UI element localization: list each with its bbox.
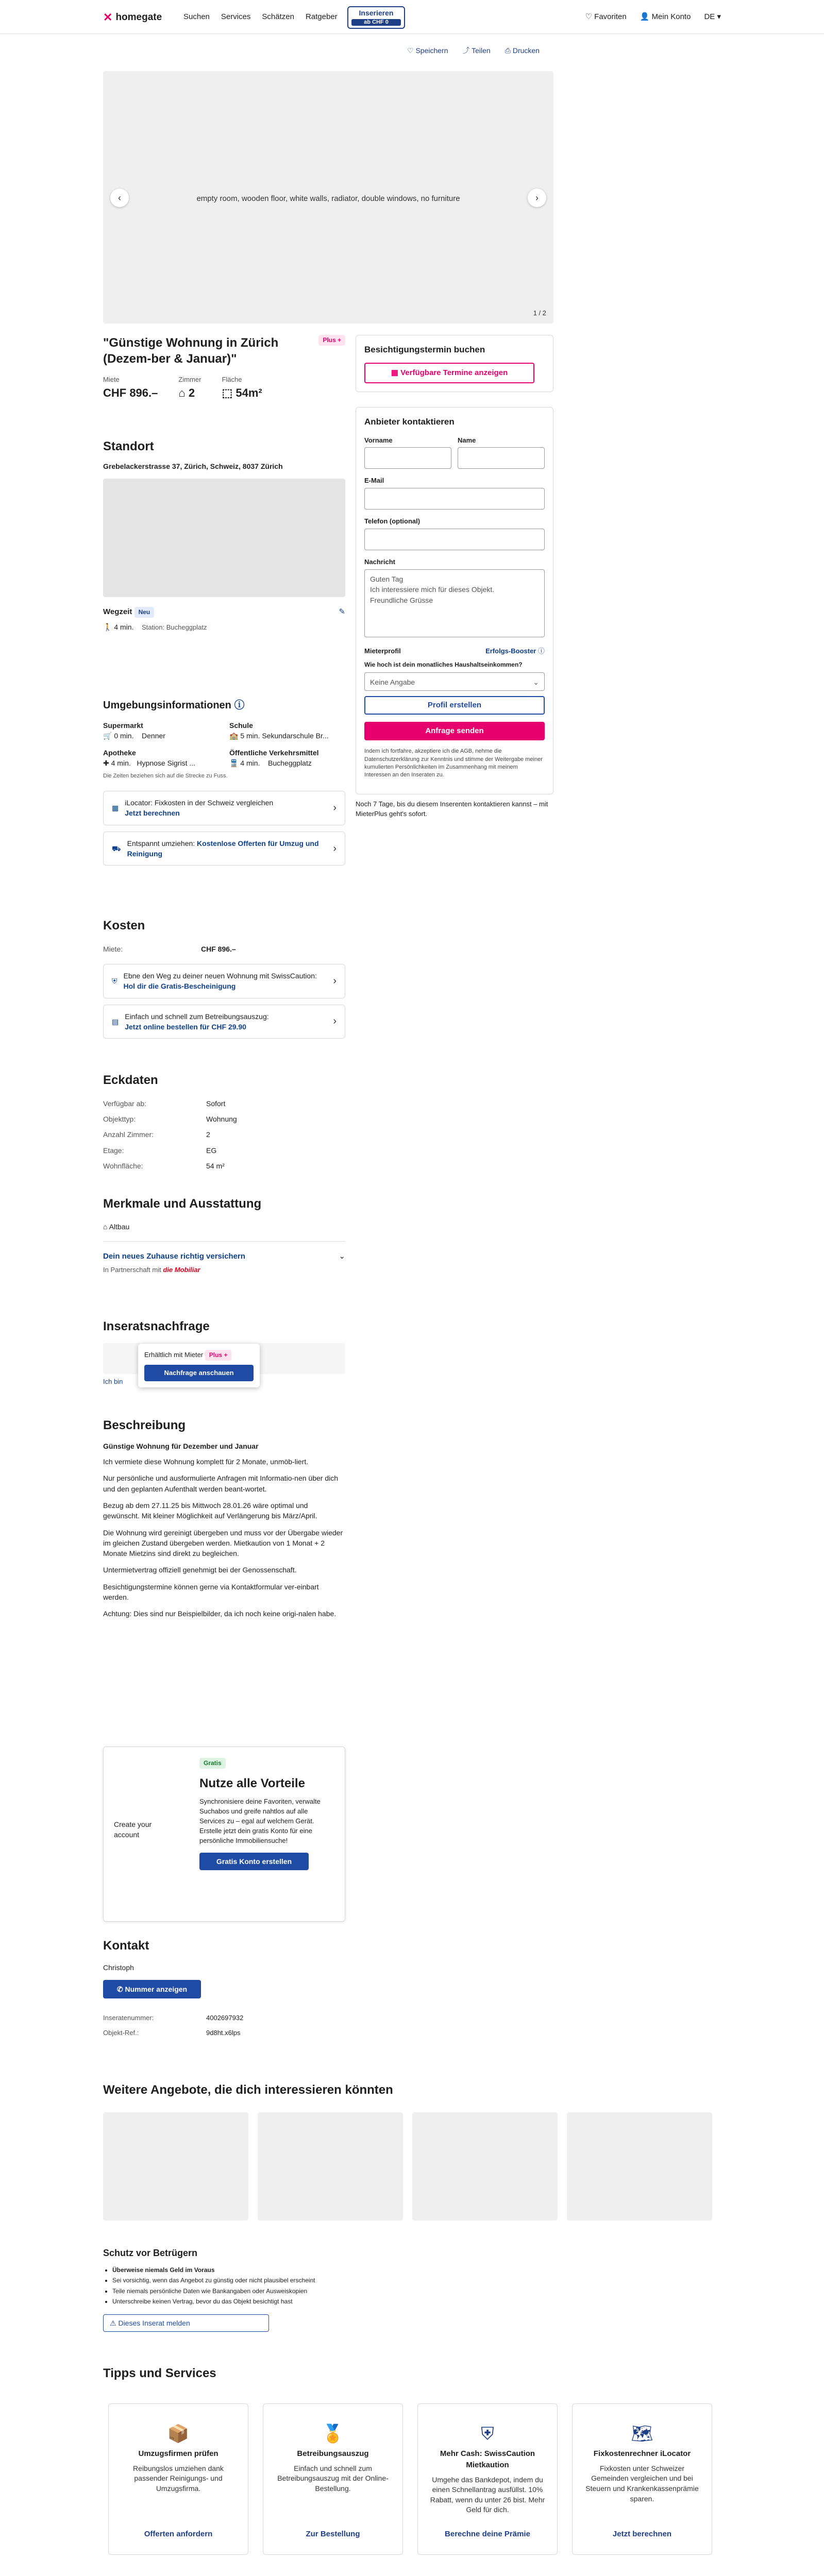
- mobiliar-logo: die Mobiliar: [163, 1265, 200, 1274]
- demand-section: [103, 1318, 345, 1387]
- env-heading: Umgebungsinformationen: [103, 700, 231, 711]
- header-right: [585, 11, 721, 23]
- favorites-link[interactable]: [585, 11, 627, 23]
- document-icon: ▤: [112, 1017, 119, 1026]
- tip-desc: Reibungslos umziehen dank passender Reinigungs- und Umzugsfirma.: [133, 2464, 224, 2493]
- more-offers-heading: Weitere Angebote, die dich interessieren könnten: [103, 2083, 393, 2097]
- env-name: Sekundarschule Br...: [262, 732, 329, 740]
- facts-heading: Eckdaten: [103, 1073, 158, 1087]
- school-icon: 🏫: [229, 732, 239, 740]
- costs-heading: Kosten: [103, 919, 145, 933]
- description-paragraph: Untermietvertrag offiziell genehmigt bei der Genossenschaft.: [103, 1566, 297, 1574]
- promo2-text: Entspannt umziehen:: [127, 839, 195, 848]
- tip-title: Mehr Cash: SwissCaution Mietkaution: [440, 2449, 535, 2469]
- env-time: 4 min.: [240, 758, 260, 767]
- chevron-down-icon: ⌄: [339, 1252, 345, 1261]
- last-name-input[interactable]: [458, 447, 545, 469]
- legal-text: Indem ich fortfahre, akzeptiere ich die AGB, nehme die Datenschutzerklärung zur Kenntnis und stimme der Weitergabe meiner kumulierten Persönlichkeiten im Zusammenhang mit meinem Interessen an den Inseraten zu.: [364, 748, 543, 778]
- income-placeholder: Keine Angabe: [370, 678, 415, 687]
- last-name-label: Name: [458, 436, 476, 444]
- user-icon: 👤: [640, 12, 650, 21]
- map-icon: 🗺: [631, 2424, 653, 2444]
- save-label: Speichern: [415, 46, 448, 55]
- tip-desc: Fixkosten unter Schweizer Gemeinden vergleichen und bei Steuern und Krankenkassenprämie sparen.: [585, 2464, 699, 2503]
- show-number-label: Nummer anzeigen: [125, 1985, 188, 1994]
- tip-title: Betreibungsauszug: [297, 2449, 369, 2458]
- address: Grebelackerstrasse 37, Zürich, Schweiz, 8037 Zürich: [103, 462, 283, 470]
- env-name: Denner: [142, 732, 165, 740]
- cta-label: Inserieren: [359, 9, 394, 17]
- env-item: [229, 720, 345, 741]
- demand-popup: [138, 1344, 260, 1387]
- contact-section: [103, 1937, 345, 2041]
- env-title: Apotheke: [103, 748, 136, 757]
- new-badge: Neu: [134, 607, 155, 618]
- language-select[interactable]: [704, 11, 721, 23]
- image-caption: empty room, wooden floor, white walls, radiator, double windows, no furniture: [196, 194, 460, 203]
- obj-value: 9d8ht.x6lps: [206, 2028, 241, 2037]
- popup-text: Erhältlich mit Mieter: [144, 1351, 204, 1359]
- edit-icon[interactable]: ✎: [339, 607, 345, 617]
- share-label: Teilen: [472, 46, 491, 55]
- visit-title: Besichtigungstermin buchen: [364, 345, 485, 354]
- info-icon[interactable]: ⓘ: [537, 647, 545, 655]
- location-section: [103, 438, 345, 633]
- message-textarea[interactable]: Guten Tag Ich interessiere mich für dieses Objekt. Freundliche Grüsse: [364, 569, 545, 637]
- chevron-right-icon: ›: [535, 193, 539, 203]
- card1-link[interactable]: Hol dir die Gratis-Bescheinigung: [123, 982, 236, 991]
- feature-item: Altbau: [109, 1222, 130, 1231]
- card1-text: Ebne den Weg zu deiner neuen Wohnung mit SwissCaution:: [123, 972, 317, 980]
- card2-link[interactable]: Jetzt online bestellen für CHF 29.90: [125, 1022, 246, 1031]
- email-label: E-Mail: [364, 477, 384, 485]
- tips-section: [103, 2365, 216, 2383]
- description-title: Günstige Wohnung für Dezember und Januar: [103, 1442, 259, 1450]
- save-button[interactable]: [407, 45, 448, 56]
- contact-name: Christoph: [103, 1963, 134, 1972]
- env-title: Schule: [229, 721, 253, 730]
- calendar-icon: ▦: [391, 368, 398, 377]
- phone-label: Telefon (optional): [364, 517, 421, 526]
- description-paragraph: Achtung: Dies sind nur Beispielbilder, da ich noch keine origi-nalen habe.: [103, 1609, 337, 1618]
- tenant-profile-label: Mieterprofil: [364, 647, 401, 655]
- card2-text: Einfach und schnell zum Betreibungsauszug:: [125, 1012, 269, 1021]
- commute-station: Station: Bucheggplatz: [142, 623, 207, 632]
- cart-icon: 🛒: [103, 732, 112, 740]
- moving-card[interactable]: [103, 832, 345, 866]
- rent-value: CHF 896.–: [201, 944, 236, 953]
- phone-field[interactable]: [364, 529, 545, 550]
- share-button[interactable]: [463, 45, 491, 56]
- insurance-partner: In Partnerschaft mit: [103, 1265, 161, 1274]
- logo-text: homegate: [115, 12, 162, 23]
- description-paragraph: Die Wohnung wird gereinigt übergeben und muss vor der Übergabe wieder im gleichen Zustand übergeben werden. Mietkaution von 1 Monat + 2 Monate Mietzins sind direkt zu begleichen.: [103, 1528, 343, 1558]
- ilocator-card[interactable]: [103, 791, 345, 825]
- fact-value: 2: [206, 1130, 210, 1139]
- email-field[interactable]: [364, 488, 545, 510]
- swisscaution-card[interactable]: [103, 964, 345, 998]
- prev-image-button[interactable]: [110, 189, 129, 207]
- shield-icon: ⛨: [481, 2424, 494, 2444]
- advantages-text: Synchronisiere deine Favoriten, verwalte Suchabos und greife nahtlos auf alle Services zu – egal auf welchem Gerät. Erstelle jetzt dein gratis Konto für eine persönliche Immobiliensuche!: [199, 1798, 321, 1844]
- tip-link[interactable]: Offerten anfordern: [144, 2530, 213, 2539]
- chevron-right-icon: ›: [333, 842, 337, 854]
- rent-label: Miete:: [103, 944, 123, 953]
- plus-badge: Plus +: [318, 335, 345, 346]
- chevron-left-icon: ‹: [118, 193, 121, 203]
- description-section: [103, 1417, 345, 1619]
- pharmacy-icon: ✚: [103, 758, 109, 767]
- income-select[interactable]: [364, 672, 545, 691]
- chevron-right-icon: ›: [333, 1015, 337, 1027]
- obj-label: Objekt-Ref.:: [103, 2028, 139, 2037]
- print-label: Drucken: [512, 46, 540, 55]
- next-image-button[interactable]: [528, 189, 546, 207]
- advantages-card: [103, 1747, 345, 1922]
- env-note: Die Zeiten beziehen sich auf die Strecke zu Fuss.: [103, 773, 228, 779]
- box-icon: 📦: [167, 2424, 190, 2444]
- first-name-input[interactable]: [364, 447, 451, 469]
- fraud-item: • Überweise niemals Geld im Voraus: [112, 2265, 412, 2275]
- image-gallery[interactable]: [103, 71, 553, 324]
- listing-actions: [407, 45, 540, 56]
- tips-heading: Tipps und Services: [103, 2366, 216, 2380]
- price-label: Miete: [103, 376, 120, 384]
- inserieren-button[interactable]: [347, 6, 405, 29]
- fact-key: Verfügbar ab:: [103, 1099, 147, 1108]
- advantages-title: Nutze alle Vorteile: [199, 1776, 305, 1791]
- main-nav: [183, 11, 338, 23]
- env-item: [103, 748, 219, 769]
- offer-card-placeholder[interactable]: [412, 2112, 558, 2221]
- commute-label: Wegzeit: [103, 607, 132, 617]
- tip-desc: Einfach und schnell zum Betreibungsauszug mit der Online-Bestellung.: [277, 2464, 389, 2493]
- tip-link[interactable]: Berechne deine Prämie: [445, 2530, 530, 2539]
- more-offers-section: [103, 2081, 393, 2099]
- env-title: Supermarkt: [103, 721, 143, 730]
- rooms-label: Zimmer: [178, 376, 201, 384]
- environment-section: [103, 698, 345, 866]
- description-paragraph: Bezug ab dem 27.11.25 bis Mittwoch 28.01.26 wäre optimal und gewünscht. Mit kleiner Möglichkeit auf Verlängerung bis März/April.: [103, 1501, 317, 1520]
- tip-title: Umzugsfirmen prüfen: [138, 2449, 218, 2458]
- account-link[interactable]: [640, 11, 691, 23]
- env-name: Hypnose Sigrist ...: [137, 758, 196, 767]
- truck-icon: ⛟: [112, 844, 121, 853]
- features-section: [103, 1195, 345, 1275]
- report-label: Dieses Inserat melden: [118, 2318, 190, 2327]
- lang-label: DE: [704, 12, 715, 21]
- view-demand-button[interactable]: Nachfrage anschauen: [144, 1365, 254, 1381]
- train-icon: 🚆: [229, 758, 239, 767]
- show-number-button[interactable]: [103, 1980, 201, 1998]
- nav-schaetzen[interactable]: Schätzen: [262, 12, 294, 21]
- commute-time: 4 min.: [114, 623, 134, 632]
- waiting-note: Noch 7 Tage, bis du diesem Inserenten kontaktieren kannst – mit MieterPlus geht's sofort.: [356, 800, 548, 818]
- income-question: Wie hoch ist dein monatliches Haushaltseinkommen?: [364, 660, 523, 668]
- area-icon: ⬚: [222, 386, 233, 400]
- ref-value: 4002697932: [206, 2014, 244, 2022]
- cta-sub: ab CHF 0: [351, 19, 401, 26]
- demand-link[interactable]: Ich bin: [103, 1377, 123, 1385]
- print-button[interactable]: [505, 45, 540, 56]
- calculator-icon: ▦: [112, 804, 119, 812]
- first-name-label: Vorname: [364, 436, 393, 444]
- tip-card[interactable]: [108, 2403, 248, 2555]
- fact-value: EG: [206, 1146, 217, 1155]
- tip-title: Fixkostenrechner iLocator: [593, 2449, 691, 2458]
- rooms-value: 2: [188, 386, 195, 400]
- certificate-icon: 🏅: [322, 2424, 344, 2444]
- tip-card[interactable]: [263, 2403, 403, 2555]
- create-profile-button[interactable]: Profil erstellen: [364, 696, 545, 715]
- rooms-icon: ⌂: [178, 386, 186, 400]
- heart-icon: ♡: [585, 12, 592, 21]
- insurance-accordion[interactable]: [103, 1241, 345, 1275]
- tip-card[interactable]: [417, 2403, 558, 2555]
- report-listing-button[interactable]: [103, 2314, 269, 2332]
- booster-label: Erfolgs-Booster: [485, 647, 536, 655]
- fact-value: Sofort: [206, 1099, 226, 1108]
- tip-desc: Umgehe das Bankdepot, indem du einen Schnellantrag ausfüllst. 10% Rabatt, wenn du unter 26 bist. Mehr Geld für dich.: [430, 2475, 545, 2514]
- share-icon: ⤴: [462, 46, 470, 55]
- demand-heading: Inseratsnachfrage: [103, 1319, 210, 1333]
- location-heading: Standort: [103, 439, 154, 453]
- homegate-logo[interactable]: [103, 9, 162, 26]
- fraud-heading: Schutz vor Betrügern: [103, 2248, 198, 2258]
- fraud-item: • Sei vorsichtig, wenn das Angebot zu günstig oder nicht plausibel erscheint: [112, 2275, 412, 2285]
- offer-card-placeholder[interactable]: [258, 2112, 403, 2221]
- tip-card[interactable]: [572, 2403, 712, 2555]
- nav-services[interactable]: Services: [221, 12, 251, 21]
- fraud-item: • Teile niemals persönliche Daten wie Bankangaben oder Ausweiskopien: [112, 2286, 412, 2296]
- env-item: [229, 748, 345, 769]
- nav-ratgeber[interactable]: Ratgeber: [305, 12, 338, 21]
- env-time: 5 min.: [240, 732, 260, 740]
- create-account-button[interactable]: Gratis Konto erstellen: [199, 1853, 309, 1870]
- listing-title: "Günstige Wohnung in Zürich (Dezem-ber & Januar)": [103, 336, 279, 366]
- facts-section: [103, 1072, 345, 1174]
- debt-extract-card[interactable]: [103, 1005, 345, 1039]
- ref-label: Inseratenummer:: [103, 2014, 154, 2022]
- print-icon: ⎙: [505, 46, 511, 55]
- area-label: Fläche: [222, 376, 242, 384]
- walk-icon: 🚶: [103, 623, 112, 632]
- phone-icon: ✆: [116, 1985, 123, 1994]
- account-label: Mein Konto: [651, 12, 691, 21]
- description-paragraph: Besichtigungstermine können gerne via Kontaktformular ver-einbart werden.: [103, 1582, 319, 1602]
- costs-section: [103, 917, 345, 1039]
- available-dates-button[interactable]: [364, 363, 534, 383]
- shield-icon: ⛨: [112, 977, 117, 986]
- fact-value: 54 m²: [206, 1161, 225, 1170]
- popup-plus-badge: Plus +: [205, 1350, 232, 1361]
- price-value: CHF 896.–: [103, 386, 158, 400]
- fact-key: Etage:: [103, 1146, 124, 1155]
- building-icon: ⌂: [103, 1222, 108, 1231]
- chevron-right-icon: ›: [333, 802, 337, 814]
- fact-key: Anzahl Zimmer:: [103, 1130, 154, 1139]
- fact-key: Objekttyp:: [103, 1115, 136, 1124]
- env-time: 0 min.: [114, 732, 134, 740]
- tip-link[interactable]: Zur Bestellung: [306, 2530, 360, 2539]
- send-request-button[interactable]: Anfrage senden: [364, 722, 545, 740]
- description-heading: Beschreibung: [103, 1418, 186, 1432]
- insurance-title: Dein neues Zuhause richtig versichern: [103, 1252, 245, 1261]
- contact-heading: Kontakt: [103, 1939, 149, 1953]
- create-account-label: Create your account: [114, 1820, 152, 1839]
- offer-card-placeholder[interactable]: [567, 2112, 712, 2221]
- heart-icon: ♡: [407, 46, 414, 55]
- tip-link[interactable]: Jetzt berechnen: [612, 2530, 672, 2539]
- env-time: 4 min.: [111, 758, 131, 767]
- env-item: [103, 720, 219, 741]
- logo-mark-icon: ✕: [103, 11, 113, 24]
- fraud-item: • Unterschreibe keinen Vertrag, bevor du das Objekt besichtigt hast: [112, 2296, 412, 2307]
- contact-form: [356, 407, 553, 794]
- features-heading: Merkmale und Ausstattung: [103, 1197, 262, 1211]
- warning-icon: ⚠: [110, 2318, 116, 2327]
- offer-card-placeholder[interactable]: [103, 2112, 248, 2221]
- env-name: Bucheggplatz: [268, 758, 312, 767]
- env-title: Öffentliche Verkehrsmittel: [229, 748, 319, 757]
- free-badge: Gratis: [199, 1758, 226, 1769]
- description-paragraph: Nur persönliche und ausformulierte Anfragen mit Informatio-nen über dich und den geplanten Aufenthalt werden beant-wortet.: [103, 1474, 339, 1493]
- fact-key: Wohnfläche:: [103, 1161, 143, 1170]
- message-label: Nachricht: [364, 558, 395, 566]
- promo1-link[interactable]: Jetzt berechnen: [125, 809, 180, 818]
- description-paragraph: Ich vermiete diese Wohnung komplett für 2 Monate, unmöb-liert.: [103, 1458, 309, 1466]
- chevron-down-icon: ▾: [717, 12, 721, 21]
- site-header: [0, 0, 824, 34]
- promo2-link[interactable]: Kostenlose Offerten für Umzug und Reinigung: [127, 839, 319, 858]
- image-counter: 1 / 2: [533, 309, 546, 317]
- fraud-section: [103, 2246, 412, 2332]
- nav-suchen[interactable]: Suchen: [183, 12, 210, 21]
- visit-box: [356, 335, 553, 392]
- location-map[interactable]: [103, 479, 345, 597]
- listing-summary: [103, 335, 345, 401]
- promo1-text: iLocator: Fixkosten in der Schweiz vergleichen: [125, 799, 274, 807]
- fact-value: Wohnung: [206, 1115, 237, 1124]
- chevron-right-icon: ›: [333, 975, 337, 987]
- favorites-label: Favoriten: [594, 12, 627, 21]
- info-icon[interactable]: ⓘ: [234, 700, 245, 711]
- chevron-down-icon: ⌄: [533, 678, 539, 687]
- form-title: Anbieter kontaktieren: [364, 417, 455, 427]
- available-dates-label: Verfügbare Termine anzeigen: [400, 368, 508, 377]
- area-value: 54m²: [236, 386, 262, 400]
